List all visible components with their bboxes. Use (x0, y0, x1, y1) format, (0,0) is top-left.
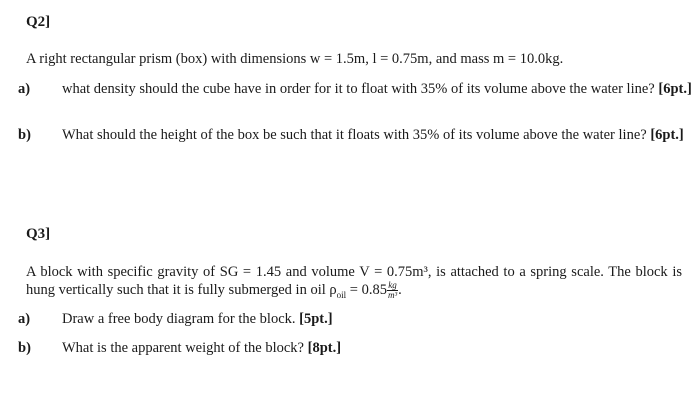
q3-intro-equals: = 0.85 (346, 282, 387, 298)
item-letter: a) (18, 81, 31, 97)
item-letter: b) (18, 127, 31, 143)
q3-intro-text: A block with specific gravity of SG = 1.45 and volume V = 0.75m³, is attached to a spring scale. The block is hung vertically such that it is fully submerged in oil ρ (26, 264, 682, 298)
q3-intro (26, 263, 682, 304)
q3-heading: Q3] (26, 226, 51, 242)
points-badge: [6pt.] (650, 127, 684, 143)
q2-heading: Q2] (26, 14, 51, 30)
points-badge: [6pt.] (658, 81, 692, 97)
q2-item-a (18, 80, 700, 98)
q3-item-b (18, 339, 700, 357)
item-text: What is the apparent weight of the block? (62, 340, 304, 356)
item-letter: b) (18, 340, 31, 356)
points-badge: [8pt.] (307, 340, 342, 356)
points-badge: [5pt.] (299, 311, 333, 327)
q2-intro: A right rectangular prism (box) with dimensions w = 1.5m, l = 0.75m, and mass m = 10.0kg. (26, 51, 564, 67)
item-text: Draw a free body diagram for the block. (62, 311, 296, 327)
item-letter: a) (18, 311, 31, 327)
q2-item-b (18, 126, 700, 144)
q3-intro-sub: oil (336, 289, 347, 300)
frac-denominator: m³ (387, 290, 398, 301)
item-text: what density should the cube have in order for it to float with 35% of its volume above the water line? (62, 81, 655, 97)
q3-density-unit (387, 281, 398, 300)
item-text: What should the height of the box be such that it floats with 35% of its volume above the water line? (62, 127, 647, 143)
q3-item-a (18, 310, 700, 328)
frac-numerator: kg (388, 280, 397, 291)
q3-intro-end: . (398, 282, 402, 298)
